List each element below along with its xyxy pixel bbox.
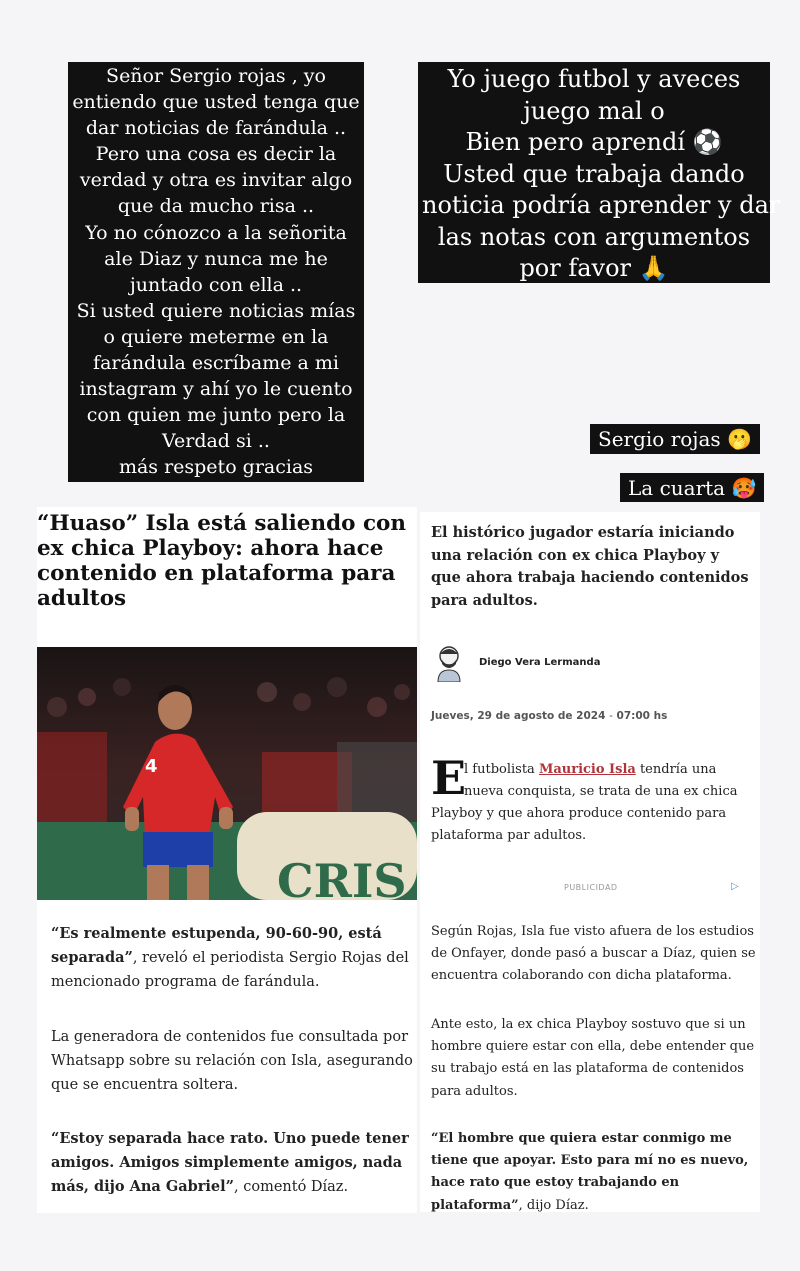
article-photo (37, 647, 417, 900)
ad-label: PUBLICIDAD (564, 883, 618, 892)
banner-text: CRIS (277, 854, 407, 900)
ad-choices-icon[interactable]: ▷ (731, 881, 739, 892)
tag-la-cuarta: La cuarta 🥵 (620, 473, 764, 502)
story-left-line: con quien me junto pero la (86, 404, 346, 427)
story-left-line: más respeto gracias (118, 456, 314, 479)
story-right-line: Usted que trabaja dando (443, 159, 745, 188)
story-left-line: verdad y otra es invitar algo (79, 169, 353, 192)
story-left-line: o quiere meterme en la (103, 325, 329, 348)
body-line-4: plataforma par adultos. (431, 828, 587, 843)
story-left-line: juntado con ella .. (129, 273, 303, 296)
story-left-line: entiendo que usted tenga que (72, 91, 360, 114)
article-paragraph-r2: Ante esto, la ex chica Playboy sostuvo que si un hombre quiere estar con ella, debe entender que su trabajo está en las plataforma de contenidos para adultos. (431, 1017, 755, 1099)
article-paragraph-1: “Es realmente estupenda, 90-60-90, está separada”, reveló el periodista Sergio Rojas del mencionado programa de farándula. (51, 925, 409, 990)
story-text-left (68, 62, 364, 482)
story-right-line: por favor 🙏 (519, 254, 669, 282)
story-left-line: que da mucho risa .. (117, 195, 315, 218)
story-text-right (418, 62, 781, 283)
story-left-line: dar noticias de farándula .. (85, 117, 347, 140)
body-line-1: l futbolista Mauricio Isla tendría una (464, 762, 717, 777)
body-line-2: nueva conquista, se trata de una ex chica (464, 784, 738, 799)
author-avatar-icon (434, 642, 464, 682)
story-left-line: Si usted quiere noticias mías (76, 299, 356, 322)
drop-cap: E (431, 751, 467, 805)
article-panel-right (420, 512, 760, 1212)
article-headline: “Huaso” Isla está saliendo con ex chica Playboy: ahora hace contenido en plataforma para adultos (37, 511, 407, 611)
story-left-line: Verdad si .. (162, 430, 270, 453)
story-right-line: noticia podría aprender y dar (422, 191, 781, 219)
jersey-number: 4 (145, 756, 158, 777)
story-right-line: Bien pero aprendí ⚽ (465, 128, 723, 156)
article-paragraph-3: “Estoy separada hace rato. Uno puede tener amigos. Amigos simplemente amigos, nada más, dijo Ana Gabriel”, comentó Díaz. (51, 1130, 409, 1195)
article-lead: El histórico jugador estaría iniciando una relación con ex chica Playboy y que ahora trabaja haciendo contenidos para adultos. (431, 524, 749, 609)
story-left-line: Yo no cónozco a la señorita (85, 221, 347, 244)
story-left-line: instagram y ahí yo le cuento (79, 378, 353, 401)
tag-sergio-rojas: Sergio rojas 🫢 (590, 424, 760, 454)
story-left-line: ale Diaz y nunca me he (104, 247, 328, 270)
article-paragraph-r3: “El hombre que quiera estar conmigo me tiene que apoyar. Esto para mí no es nuevo, hace rato que estoy trabajando en plataforma”, dijo Díaz. (431, 1131, 749, 1212)
body-line-3: Playboy y que ahora produce contenido para (431, 806, 727, 821)
author-name[interactable]: Diego Vera Lermanda (479, 657, 601, 668)
mauricio-isla-link[interactable]: Mauricio Isla (538, 762, 636, 777)
article-paragraph-2: La generadora de contenidos fue consultada por Whatsapp sobre su relación con Isla, asegurando que se encuentra soltera. (51, 1029, 413, 1093)
story-right-line: las notas con argumentos (437, 222, 751, 251)
article-panel-left (37, 507, 417, 1213)
story-left-line: Señor Sergio rojas , yo (106, 65, 326, 87)
article-paragraph-r1: Según Rojas, Isla fue visto afuera de los estudios de Onfayer, donde pasó a buscar a Díaz, quien se encuentra colaborando con dicha plataforma. (431, 924, 756, 984)
story-left-line: Pero una cosa es decir la (95, 143, 337, 166)
article-date: Jueves, 29 de agosto de 2024 - 07:00 hs (431, 710, 668, 722)
story-right-line: Yo juego futbol y aveces (447, 65, 741, 93)
story-right-line: juego mal o (523, 96, 665, 125)
story-left-line: farándula escríbame a mi (93, 352, 339, 375)
